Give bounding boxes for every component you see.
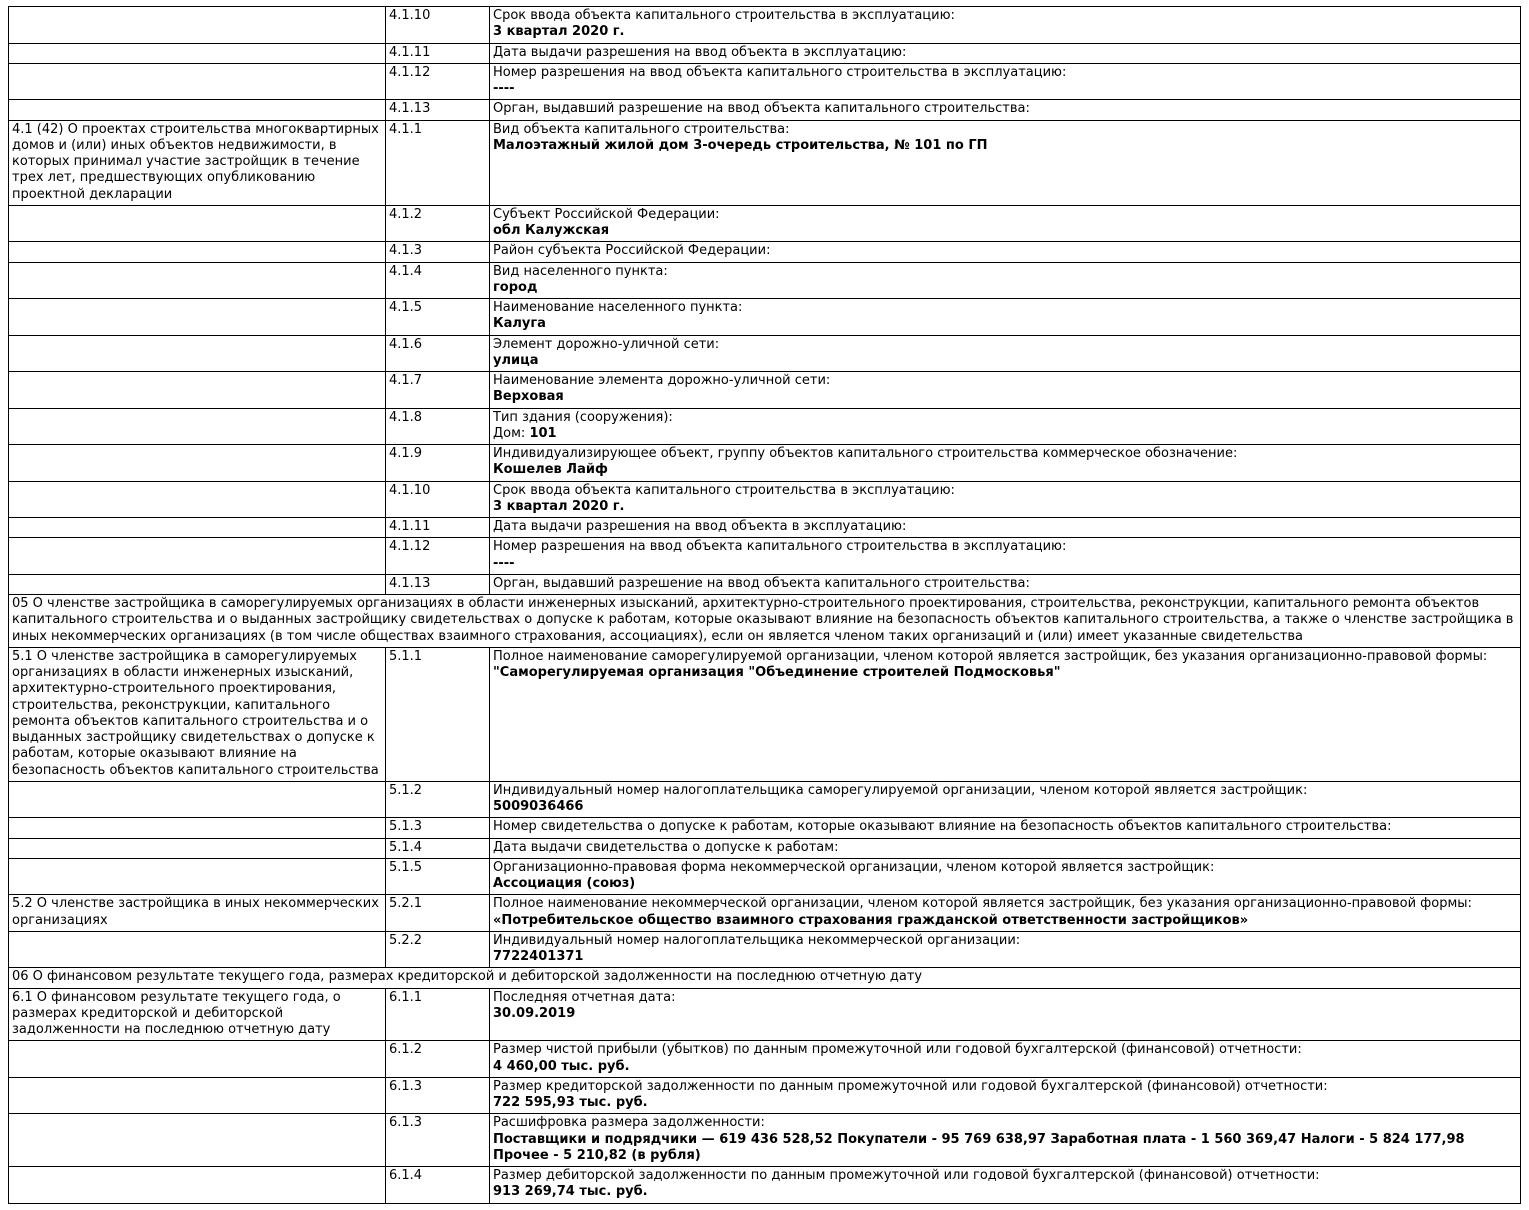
field-label: Орган, выдавший разрешение на ввод объекта капитального строительства: — [493, 101, 1030, 117]
item-content-cell — [490, 481, 1521, 518]
group-description-cell: 6.1 О финансовом результате текущего года, о размерах кредиторской и дебиторской задолженности на последнюю отчетную дату — [9, 988, 386, 1041]
item-code: 5.1.1 — [386, 647, 490, 781]
item-code: 6.1.2 — [386, 1041, 490, 1078]
item-content-cell — [490, 43, 1521, 63]
item-content-cell — [490, 538, 1521, 575]
field-value-line — [493, 316, 1516, 332]
field-value-line — [493, 499, 1516, 515]
table-row — [9, 335, 1521, 372]
item-content-cell — [490, 205, 1521, 242]
item-content-cell — [490, 895, 1521, 932]
group-description-cell: 5.1 О членстве застройщика в саморегулируемых организациях в области инженерных изысканий, архитектурно-строительного проектирования, строительства, реконструкции, капитального ремонта объектов капитального строительства и о выданных застройщику свидетельствах о допуске к работам, которые оказывают влияние на безопасность объектов капитального строительства — [9, 647, 386, 781]
group-description-cell — [9, 838, 386, 858]
table-row — [9, 262, 1521, 299]
table-row — [9, 1077, 1521, 1114]
item-code: 4.1.10 — [386, 481, 490, 518]
item-code: 4.1.11 — [386, 43, 490, 63]
field-label: Срок ввода объекта капитального строительства в эксплуатацию: — [493, 482, 955, 498]
table-row — [9, 1167, 1521, 1204]
field-value: 7722401371 — [493, 949, 584, 964]
field-value-line — [493, 913, 1516, 929]
group-description-cell — [9, 1041, 386, 1078]
field-value: "Саморегулируемая организация "Объединение строителей Подмосковья" — [493, 665, 1061, 680]
field-value: город — [493, 279, 538, 295]
group-description-cell — [9, 1167, 386, 1204]
group-description-cell — [9, 205, 386, 242]
field-value: ---- — [493, 81, 515, 96]
field-value: 101 — [529, 425, 557, 441]
field-value-line — [493, 138, 1516, 154]
item-content-cell — [490, 372, 1521, 409]
declaration-table-body — [9, 7, 1521, 1204]
group-description-cell — [9, 408, 386, 445]
item-code: 4.1.10 — [386, 7, 490, 44]
table-row — [9, 7, 1521, 44]
field-value-line — [493, 799, 1516, 815]
item-content-cell — [490, 408, 1521, 445]
group-description-cell — [9, 481, 386, 518]
item-content-cell — [490, 931, 1521, 968]
field-value: ---- — [493, 555, 515, 571]
field-value-line — [493, 556, 1516, 572]
field-value: 5009036466 — [493, 799, 584, 814]
field-label: Индивидуализирующее объект, группу объектов капитального строительства коммерческое обозначение: — [493, 446, 1238, 461]
item-code: 6.1.1 — [386, 988, 490, 1041]
group-description-cell — [9, 262, 386, 299]
field-label: Организационно-правовая форма некоммерческой организации, членом которой является застройщик: — [493, 859, 1215, 875]
table-row — [9, 781, 1521, 818]
field-label: Размер кредиторской задолженности по данным промежуточной или годовой бухгалтерской (финансовой) отчетности: — [493, 1078, 1328, 1094]
item-code: 5.2.1 — [386, 895, 490, 932]
field-value-line — [493, 1095, 1516, 1111]
section-title: 05 О членстве застройщика в саморегулируемых организациях в области инженерных изысканий, архитектурно-строительного проектирования, строительства, реконструкции, капитального ремонта объектов капитального строительства и о выданных застройщику свидетельствах о допуске к работам, которые оказывают влияние на безопасность объектов капитального строительства, а также о членстве застройщика в иных некоммерческих организациях (в том числе обществах взаимного страхования, ассоциациях), если он является членом таких организаций и (или) имеет указанные свидетельства — [9, 595, 1521, 648]
field-value-line — [493, 876, 1516, 892]
table-row — [9, 838, 1521, 858]
table-row — [9, 43, 1521, 63]
field-label: Расшифровка размера задолженности: — [493, 1115, 765, 1131]
group-description-cell — [9, 335, 386, 372]
field-label: Номер свидетельства о допуске к работам, которые оказывают влияние на безопасность объектов капитального строительства: — [493, 819, 1392, 835]
section-row — [9, 968, 1521, 988]
field-value: Верховая — [493, 389, 564, 405]
field-value-line — [493, 949, 1516, 965]
group-description-cell — [9, 43, 386, 63]
field-value-line — [493, 665, 1516, 681]
table-row — [9, 818, 1521, 838]
group-description-cell — [9, 299, 386, 336]
field-value: Малоэтажный жилой дом 3-очередь строительства, № 101 по ГП — [493, 137, 988, 153]
item-code: 4.1.5 — [386, 299, 490, 336]
item-code: 5.1.3 — [386, 818, 490, 838]
field-value: «Потребительское общество взаимного страхования гражданской ответственности застройщиков» — [493, 912, 1249, 928]
group-description-cell: 5.2 О членстве застройщика в иных некоммерческих организациях — [9, 895, 386, 932]
table-row — [9, 120, 1521, 205]
group-description-cell — [9, 1077, 386, 1114]
group-description-cell — [9, 781, 386, 818]
item-content-cell — [490, 781, 1521, 818]
table-row — [9, 445, 1521, 482]
field-label: Индивидуальный номер налогоплательщика саморегулируемой организации, членом которой является застройщик: — [493, 782, 1308, 798]
declaration-table — [8, 6, 1521, 1204]
item-content-cell — [490, 63, 1521, 100]
field-value-line — [493, 1059, 1516, 1075]
item-code: 4.1.7 — [386, 372, 490, 409]
item-code: 4.1.2 — [386, 205, 490, 242]
field-label: Последняя отчетная дата: — [493, 989, 676, 1005]
field-label: Субъект Российской Федерации: — [493, 206, 720, 222]
field-label: Район субъекта Российской Федерации: — [493, 243, 771, 259]
group-description-cell — [9, 1114, 386, 1167]
field-label: Вид населенного пункта: — [493, 263, 668, 279]
table-row — [9, 63, 1521, 100]
item-code: 4.1.4 — [386, 262, 490, 299]
group-description-cell — [9, 100, 386, 120]
item-content-cell — [490, 335, 1521, 372]
field-label: Полное наименование некоммерческой организации, членом которой является застройщик, без указания организационно-правовой формы: — [493, 896, 1472, 912]
section-row — [9, 595, 1521, 648]
field-label: Номер разрешения на ввод объекта капитального строительства в эксплуатацию: — [493, 64, 1067, 80]
item-code: 4.1.8 — [386, 408, 490, 445]
field-value: 30.09.2019 — [493, 1005, 576, 1021]
field-value-line — [493, 1006, 1516, 1022]
table-row — [9, 647, 1521, 781]
item-content-cell — [490, 818, 1521, 838]
field-label: Элемент дорожно-уличной сети: — [493, 336, 720, 352]
table-row — [9, 408, 1521, 445]
table-row — [9, 1114, 1521, 1167]
item-code: 6.1.4 — [386, 1167, 490, 1204]
item-content-cell — [490, 242, 1521, 262]
group-description-cell — [9, 931, 386, 968]
item-code: 4.1.12 — [386, 538, 490, 575]
field-label: Размер дебиторской задолженности по данным промежуточной или годовой бухгалтерской (финансовой) отчетности: — [493, 1168, 1320, 1183]
field-label: Размер чистой прибыли (убытков) по данным промежуточной или годовой бухгалтерской (финансовой) отчетности: — [493, 1042, 1302, 1058]
field-label: Срок ввода объекта капитального строительства в эксплуатацию: — [493, 8, 955, 23]
table-row — [9, 1041, 1521, 1078]
table-row — [9, 242, 1521, 262]
field-value-line — [493, 426, 1516, 442]
group-description-cell — [9, 818, 386, 838]
table-row — [9, 299, 1521, 336]
group-description-cell — [9, 538, 386, 575]
field-value: обл Калужская — [493, 223, 610, 238]
item-content-cell — [490, 574, 1521, 594]
item-content-cell — [490, 445, 1521, 482]
field-value-line — [493, 24, 1516, 40]
group-description-cell — [9, 574, 386, 594]
table-row — [9, 574, 1521, 594]
item-content-cell — [490, 1077, 1521, 1114]
field-value-line — [493, 1132, 1516, 1165]
item-code: 4.1.12 — [386, 63, 490, 100]
field-label: Дата выдачи свидетельства о допуске к работам: — [493, 839, 839, 855]
field-value-line — [493, 1184, 1516, 1200]
field-value-prefix: Дом: — [493, 425, 530, 441]
item-code: 4.1.9 — [386, 445, 490, 482]
item-content-cell — [490, 1041, 1521, 1078]
item-content-cell — [490, 120, 1521, 205]
field-value: Калуга — [493, 316, 546, 332]
item-content-cell — [490, 858, 1521, 895]
item-content-cell — [490, 100, 1521, 120]
field-label: Наименование населенного пункта: — [493, 300, 743, 315]
field-value: Кошелев Лайф — [493, 462, 608, 478]
field-value: Поставщики и подрядчики — 619 436 528,52 Покупатели - 95 769 638,97 Заработная плата - 1 560 369,47 Налоги - 5 824 177,98 Прочее - 5 210,82 (в рубля) — [493, 1131, 1465, 1163]
table-row — [9, 372, 1521, 409]
table-row — [9, 858, 1521, 895]
group-description-cell — [9, 445, 386, 482]
item-content-cell — [490, 647, 1521, 781]
item-content-cell — [490, 838, 1521, 858]
field-value-line — [493, 353, 1516, 369]
item-content-cell — [490, 299, 1521, 336]
field-label: Тип здания (сооружения): — [493, 409, 673, 425]
item-code: 6.1.3 — [386, 1077, 490, 1114]
field-label: Полное наименование саморегулируемой организации, членом которой является застройщик, без указания организационно-правовой формы: — [493, 648, 1488, 664]
item-content-cell — [490, 7, 1521, 44]
field-value: 913 269,74 тыс. руб. — [493, 1184, 648, 1200]
field-label: Индивидуальный номер налогоплательщика некоммерческой организации: — [493, 932, 1021, 948]
field-label: Вид объекта капитального строительства: — [493, 121, 790, 137]
item-content-cell — [490, 1167, 1521, 1204]
group-description-cell: 4.1 (42) О проектах строительства многоквартирных домов и (или) иных объектов недвижимости, в которых принимал участие застройщик в течение трех лет, предшествующих опубликованию проектной декларации — [9, 120, 386, 205]
item-content-cell — [490, 262, 1521, 299]
field-value: 3 квартал 2020 г. — [493, 24, 625, 40]
field-value: 3 квартал 2020 г. — [493, 498, 625, 514]
item-content-cell — [490, 518, 1521, 538]
group-description-cell — [9, 858, 386, 895]
field-value: Ассоциация (союз) — [493, 876, 636, 891]
group-description-cell — [9, 372, 386, 409]
item-code: 5.1.5 — [386, 858, 490, 895]
item-code: 4.1.13 — [386, 100, 490, 120]
field-label: Дата выдачи разрешения на ввод объекта в эксплуатацию: — [493, 44, 907, 60]
field-label: Орган, выдавший разрешение на ввод объекта капитального строительства: — [493, 575, 1030, 591]
field-label: Номер разрешения на ввод объекта капитального строительства в эксплуатацию: — [493, 539, 1067, 555]
group-description-cell — [9, 7, 386, 44]
item-code: 4.1.1 — [386, 120, 490, 205]
table-row — [9, 205, 1521, 242]
item-content-cell — [490, 1114, 1521, 1167]
group-description-cell — [9, 242, 386, 262]
item-code: 4.1.11 — [386, 518, 490, 538]
item-code: 5.1.4 — [386, 838, 490, 858]
field-value: улица — [493, 352, 539, 368]
field-label: Наименование элемента дорожно-уличной сети: — [493, 373, 831, 388]
section-title: 06 О финансовом результате текущего года, размерах кредиторской и дебиторской задолженности на последнюю отчетную дату — [9, 968, 1521, 988]
field-value: 4 460,00 тыс. руб. — [493, 1058, 630, 1074]
field-value: 722 595,93 тыс. руб. — [493, 1095, 648, 1110]
table-row — [9, 100, 1521, 120]
table-row — [9, 518, 1521, 538]
table-row — [9, 988, 1521, 1041]
item-code: 5.1.2 — [386, 781, 490, 818]
table-row — [9, 895, 1521, 932]
table-row — [9, 481, 1521, 518]
table-row — [9, 931, 1521, 968]
field-value-line — [493, 223, 1516, 239]
item-content-cell — [490, 988, 1521, 1041]
item-code: 4.1.13 — [386, 574, 490, 594]
item-code: 5.2.2 — [386, 931, 490, 968]
table-row — [9, 538, 1521, 575]
group-description-cell — [9, 63, 386, 100]
group-description-cell — [9, 518, 386, 538]
field-value-line — [493, 280, 1516, 296]
item-code: 6.1.3 — [386, 1114, 490, 1167]
item-code: 4.1.6 — [386, 335, 490, 372]
item-code: 4.1.3 — [386, 242, 490, 262]
field-value-line — [493, 462, 1516, 478]
field-value-line — [493, 389, 1516, 405]
field-value-line — [493, 81, 1516, 97]
field-label: Дата выдачи разрешения на ввод объекта в эксплуатацию: — [493, 519, 907, 534]
